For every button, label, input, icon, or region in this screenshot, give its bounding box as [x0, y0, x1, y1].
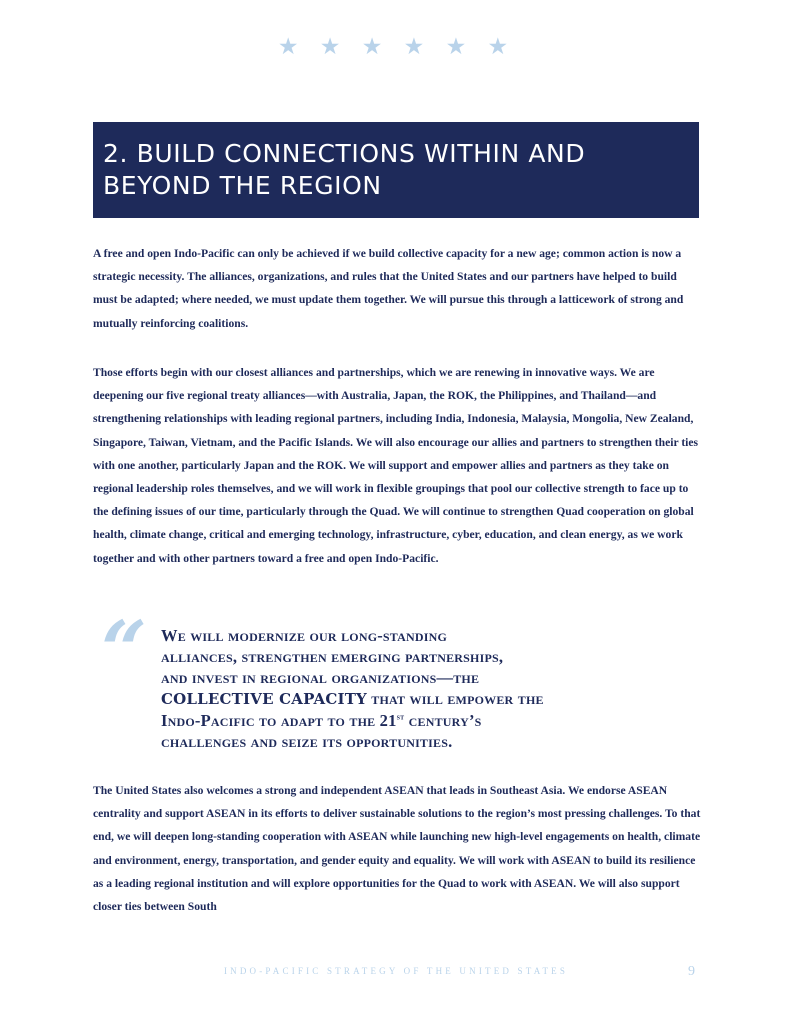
quote-mark-icon: “	[101, 603, 148, 697]
pull-quote-highlight: COLLECTIVE CAPACITY	[161, 690, 367, 708]
body-paragraph: The United States also welcomes a strong and independent ASEAN that leads in Southeast Asia. We endorse ASEAN centrality and support ASEAN in its efforts to deliver sustainable solutions to the region’s most pressing challenges. To that end, we will deepen long-standing cooperation with ASEAN while launching new high-level engagements on health, climate and environment, energy, transportation, and gender equity and equality. We will work with ASEAN to build its resilience as a leading regional institution and will explore opportunities for the Quad to work with ASEAN. We will also support closer ties between South	[93, 784, 701, 914]
page-number: 9	[688, 964, 695, 979]
pull-quote-line: Indo-Pacific to adapt to the 21	[161, 711, 397, 730]
pull-quote-line: We will modernize our long-standing	[161, 626, 447, 645]
body-paragraph: Those efforts begin with our closest alliances and partnerships, which we are renewing in innovative ways. We are deepening our five regional treaty alliances—with Australia, Japan, the ROK, the Philippines, and Thailand—and strengthening relationships with leading regional partners, including India, Indonesia, Malaysia, Mongolia, New Zealand, Singapore, Taiwan, Vietnam, and the Pacific Islands. We will also encourage our allies and partners to strengthen their ties with one another, particularly Japan and the ROK. We will support and empower allies and partners as they take on regional leadership roles themselves, and we will work in flexible groupings that pool our collective strength to face up to the defining issues of our time, particularly through the Quad. We will continue to strengthen Quad cooperation on global health, climate change, critical and emerging technology, infrastructure, cyber, education, and clean energy, as we work together and with other partners toward a free and open Indo-Pacific.	[93, 366, 699, 565]
star-icon: ★	[445, 34, 473, 60]
star-icon: ★	[487, 34, 515, 60]
section-header-banner	[93, 122, 699, 218]
pull-quote-line: century’s	[404, 711, 482, 730]
star-icon: ★	[361, 34, 389, 60]
star-icon: ★	[403, 34, 431, 60]
star-row	[0, 34, 792, 60]
section-title-line-2: BEYOND THE REGION	[103, 171, 382, 200]
pull-quote-superscript: st	[396, 711, 405, 722]
section-title	[103, 138, 689, 202]
star-icon: ★	[277, 34, 305, 60]
running-footer: INDO-PACIFIC STRATEGY OF THE UNITED STATES	[223, 966, 569, 976]
pull-quote-line: and invest in regional organizations—the	[161, 668, 480, 687]
star-icon: ★	[319, 34, 347, 60]
section-title-line-1: 2. BUILD CONNECTIONS WITHIN AND	[103, 139, 586, 168]
pull-quote-line: challenges and seize its opportunities.	[161, 732, 453, 751]
body-paragraph: A free and open Indo-Pacific can only be achieved if we build collective capacity for a new age; common action is now a strategic necessity. The alliances, organizations, and rules that the United States and our partners have helped to build must be adapted; where needed, we must update them together. We will pursue this through a latticework of strong and mutually reinforcing coalitions.	[93, 247, 684, 330]
pull-quote	[161, 625, 661, 752]
pull-quote-line: that will empower the	[366, 689, 544, 708]
pull-quote-line: alliances, strengthen emerging partnerships,	[161, 647, 504, 666]
